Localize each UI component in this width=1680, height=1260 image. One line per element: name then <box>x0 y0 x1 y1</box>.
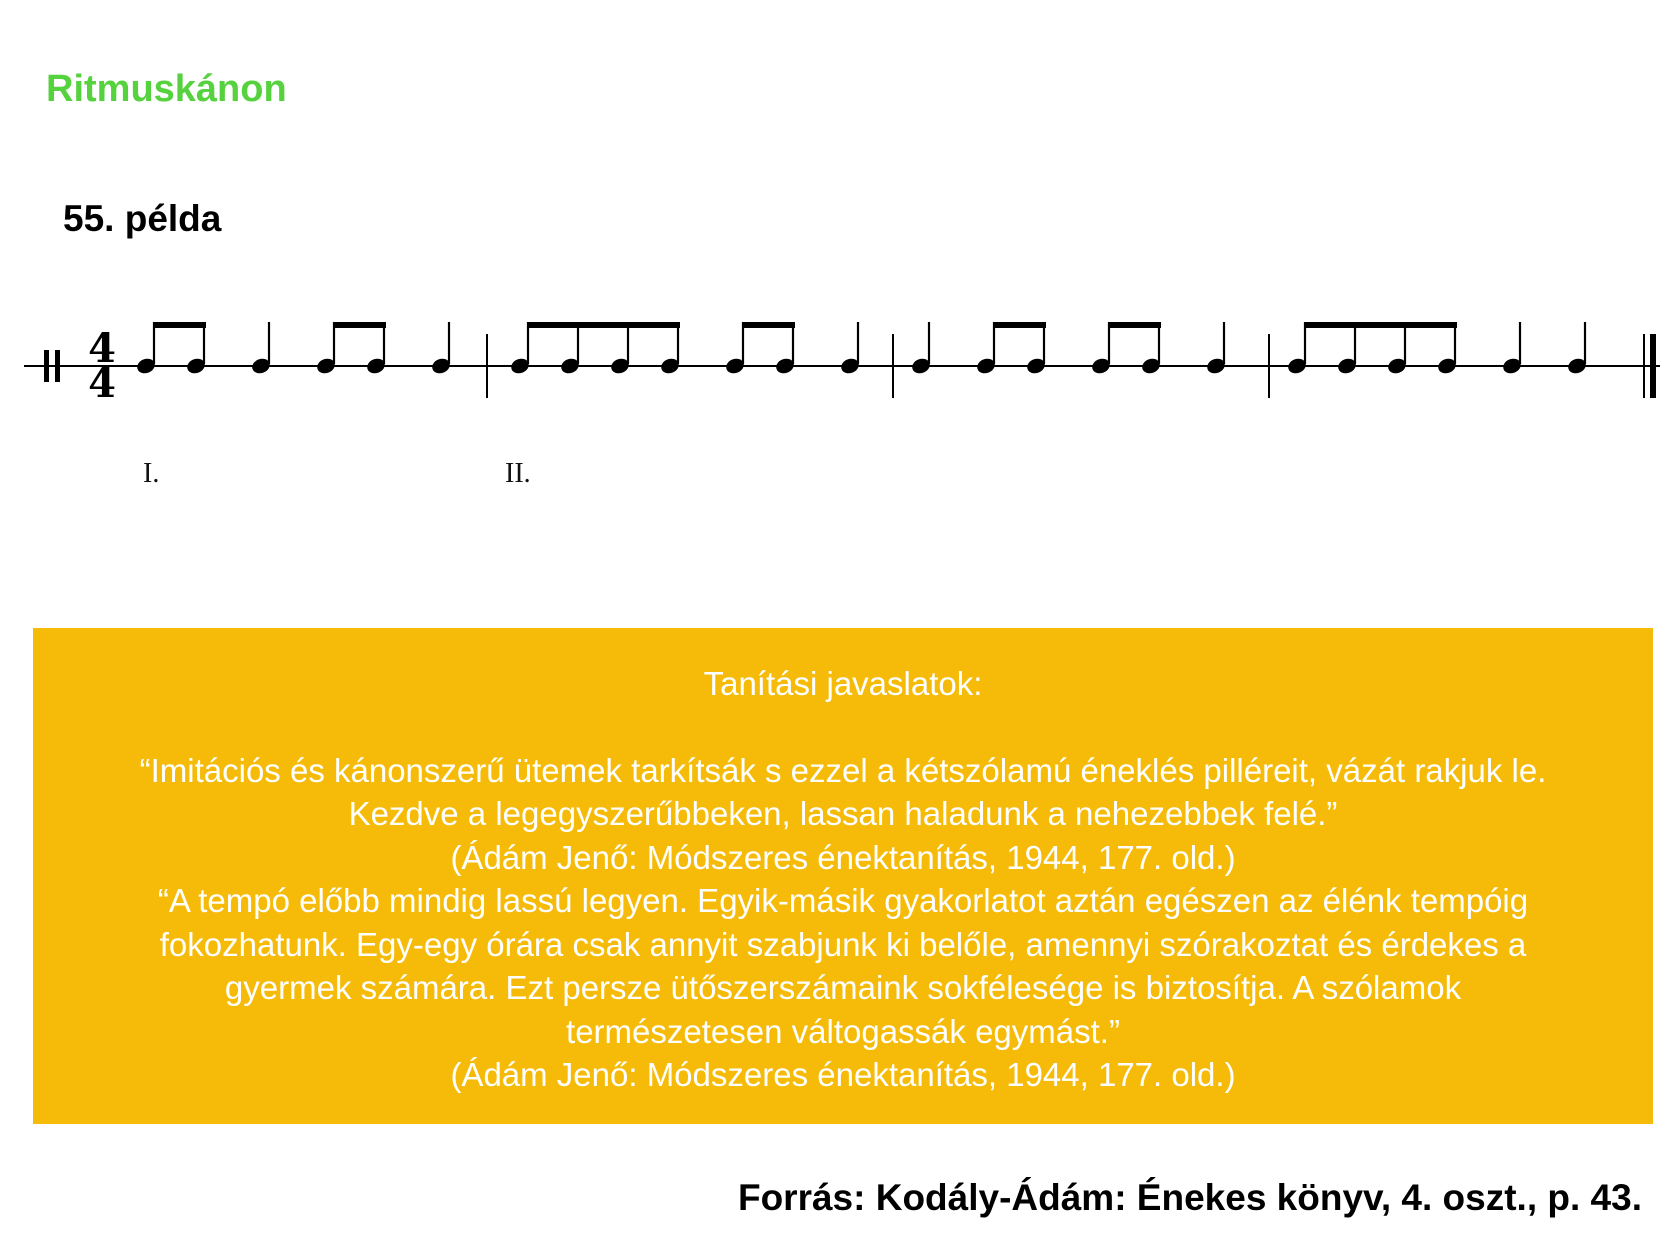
measure-1-beam <box>333 322 386 328</box>
percussion-clef-bar <box>44 350 49 382</box>
measure-3-beam <box>1108 322 1161 328</box>
teaching-tips-box <box>33 628 1653 1124</box>
tips-line-2: Kezdve a legegyszerűbbeken, lassan haladunk a nehezebbek felé.” <box>348 795 1338 832</box>
page-title: Ritmuskánon <box>46 68 287 110</box>
tips-line-1: “Imitációs és kánonszerű ütemek tarkítsák s ezzel a kétszólamú éneklés pilléreit, vázát rakjuk le. <box>139 751 1547 789</box>
measure-2-beam <box>527 322 680 328</box>
measure-3-beam <box>993 322 1046 328</box>
tips-line-8: (Ádám Jenő: Módszeres énektanítás, 1944, 177. old.) <box>450 1056 1236 1093</box>
example-label: 55. példa <box>63 198 222 239</box>
voice-label-1: I. <box>143 458 160 489</box>
percussion-clef-bar <box>55 350 60 382</box>
time-signature-denominator: 4 <box>88 360 116 407</box>
measure-1-beam <box>153 322 206 328</box>
tips-title: Tanítási javaslatok: <box>703 665 983 702</box>
tips-line-6: gyermek számára. Ezt persze ütőszerszámaink sokfélesége is biztosítja. A szólamok <box>224 969 1462 1006</box>
rhythm-score <box>0 290 1680 520</box>
final-barline-thick <box>1650 334 1656 398</box>
voice-label-2: II. <box>505 458 531 489</box>
tips-line-7: természetesen váltogassák egymást.” <box>566 1012 1120 1050</box>
source-citation: Forrás: Kodály-Ádám: Énekes könyv, 4. oszt., p. 43. <box>737 1177 1642 1218</box>
measure-4-beam <box>1304 322 1457 328</box>
tips-line-4: “A tempó előbb mindig lassú legyen. Egyik-másik gyakorlatot aztán egészen az élénk tempóig <box>157 882 1529 919</box>
time-signature-numerator: 4 <box>88 325 116 372</box>
tips-line-5: fokozhatunk. Egy-egy órára csak annyit szabjunk ki belőle, amennyi szórakoztat és érdekes a <box>159 925 1527 963</box>
measure-2-beam <box>742 322 795 328</box>
tips-spacer <box>33 706 1653 749</box>
tips-line-3: (Ádám Jenő: Módszeres énektanítás, 1944, 177. old.) <box>450 838 1236 876</box>
